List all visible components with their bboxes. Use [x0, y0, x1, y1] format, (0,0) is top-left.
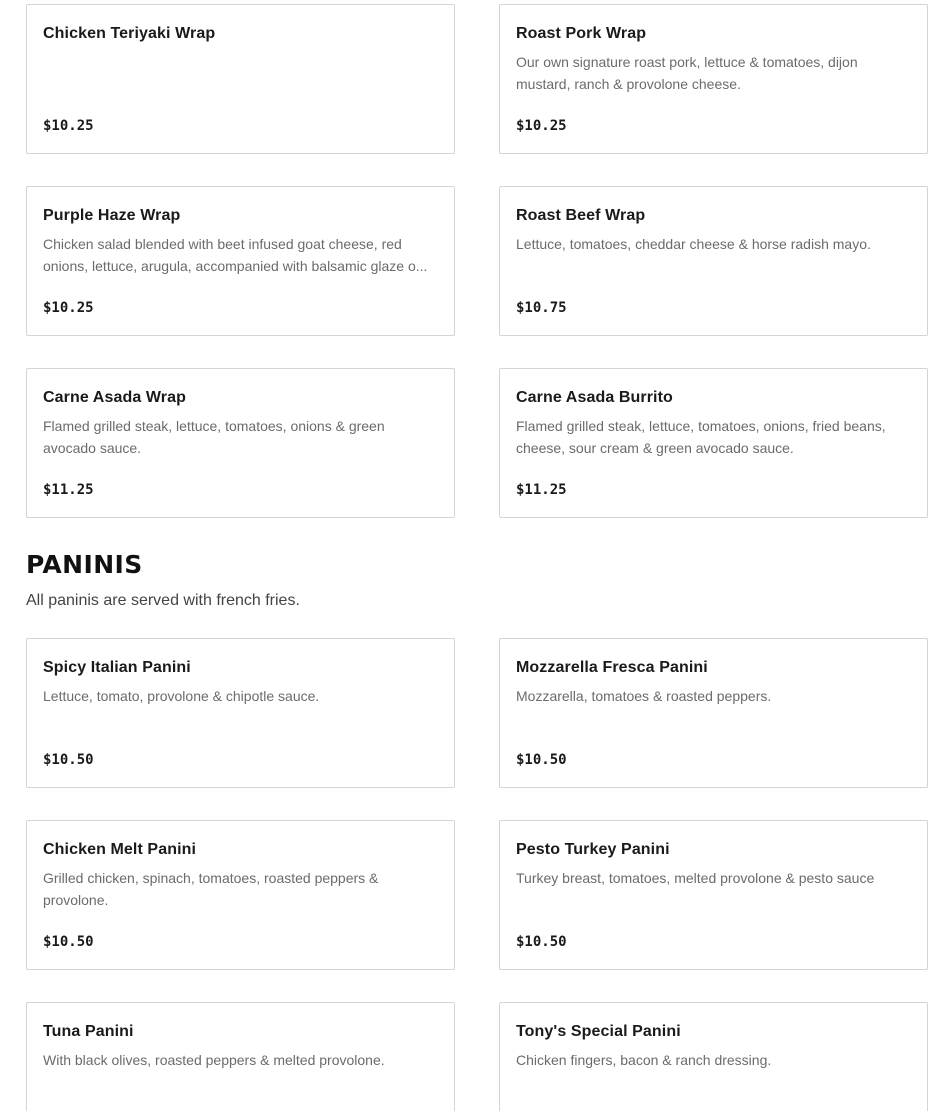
item-name: Carne Asada Wrap — [43, 389, 186, 406]
menu-item-card[interactable] — [499, 820, 928, 970]
item-price: $10.25 — [516, 118, 567, 134]
item-name: Chicken Melt Panini — [43, 841, 197, 858]
menu-item-card[interactable] — [499, 1002, 928, 1111]
item-description: Turkey breast, tomatoes, melted provolone & pesto sauce — [516, 870, 875, 886]
item-description: Flamed grilled steak, lettuce, tomatoes, onions & green avocado sauce. — [43, 418, 385, 456]
item-description: Mozzarella, tomatoes & roasted peppers. — [516, 688, 772, 704]
item-name: Pesto Turkey Panini — [516, 841, 670, 858]
item-description: Chicken fingers, bacon & ranch dressing. — [516, 1052, 772, 1068]
item-price: $10.25 — [43, 300, 94, 316]
menu-item-card[interactable] — [26, 820, 455, 970]
item-name: Roast Pork Wrap — [516, 25, 647, 42]
menu-item-card[interactable] — [499, 638, 928, 788]
menu-item-card[interactable] — [499, 186, 928, 336]
item-description: Grilled chicken, spinach, tomatoes, roasted peppers & provolone. — [43, 870, 379, 908]
item-description: Flamed grilled steak, lettuce, tomatoes, onions, fried beans, cheese, sour cream & green avocado sauce. — [516, 418, 886, 456]
item-name: Purple Haze Wrap — [43, 207, 181, 224]
item-description: Chicken salad blended with beet infused goat cheese, red onions, lettuce, arugula, accompanied with balsamic glaze o... — [43, 236, 428, 274]
item-price: $10.50 — [43, 752, 94, 768]
item-price: $10.50 — [516, 752, 567, 768]
menu-item-card[interactable] — [26, 186, 455, 336]
item-name: Mozzarella Fresca Panini — [516, 659, 708, 676]
item-name: Chicken Teriyaki Wrap — [43, 25, 216, 42]
item-name: Carne Asada Burrito — [516, 389, 673, 406]
item-price: $10.50 — [516, 934, 567, 950]
section-title: PANINIS — [26, 550, 143, 579]
item-name: Roast Beef Wrap — [516, 207, 646, 224]
paninis-grid — [26, 638, 928, 1111]
menu-item-card[interactable] — [26, 4, 455, 154]
item-name: Spicy Italian Panini — [43, 659, 191, 676]
menu-item-card[interactable] — [26, 638, 455, 788]
item-description: Lettuce, tomato, provolone & chipotle sauce. — [43, 688, 320, 704]
wraps-grid — [26, 4, 928, 518]
item-price: $10.25 — [43, 118, 94, 134]
item-name: Tuna Panini — [43, 1023, 134, 1040]
menu-item-card[interactable] — [499, 4, 928, 154]
menu-item-card[interactable] — [26, 368, 455, 518]
menu-item-card[interactable] — [26, 1002, 455, 1111]
item-description: With black olives, roasted peppers & melted provolone. — [43, 1052, 385, 1068]
item-description: Lettuce, tomatoes, cheddar cheese & horse radish mayo. — [516, 236, 871, 252]
menu-item-card[interactable] — [499, 368, 928, 518]
item-price: $11.25 — [516, 482, 567, 498]
item-name: Tony's Special Panini — [516, 1023, 681, 1040]
section-subtitle: All paninis are served with french fries. — [26, 592, 300, 609]
item-price: $10.75 — [516, 300, 567, 316]
item-price: $11.25 — [43, 482, 94, 498]
item-price: $10.50 — [43, 934, 94, 950]
item-description: Our own signature roast pork, lettuce & tomatoes, dijon mustard, ranch & provolone cheese. — [516, 54, 858, 92]
